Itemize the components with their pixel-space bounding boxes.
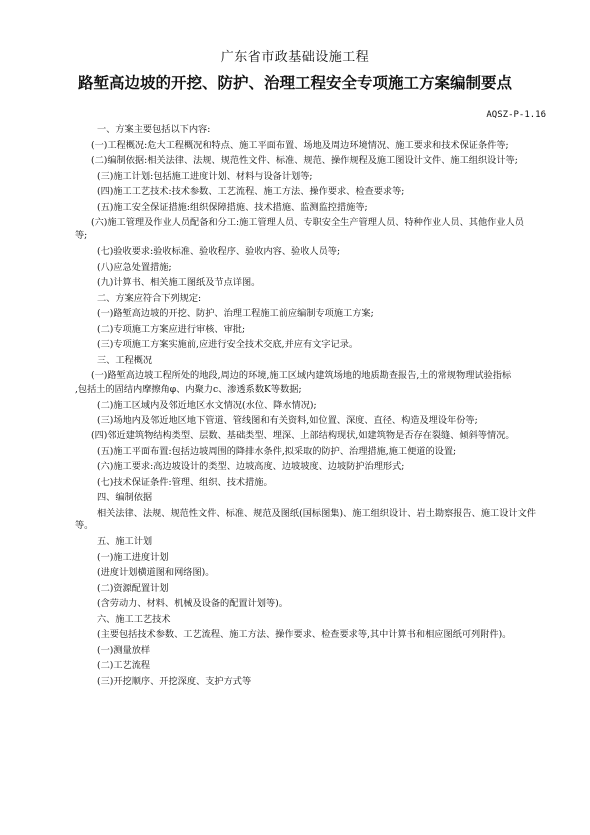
text-line: 一、方案主要包括以下内容: bbox=[97, 124, 211, 135]
text-line: ,包括土的固结内摩擦角φ、内聚力c、渗透系数K等数据; bbox=[75, 384, 302, 395]
text-line: (七)验收要求:验收标准、验收程序、验收内容、验收人员等; bbox=[97, 246, 341, 257]
text-line: (四)邻近建筑物结构类型、层数、基础类型、埋深、上部结构现状,如建筑物是否存在裂缝、倾斜等情况。 bbox=[91, 430, 515, 441]
text-line: (一)路堑高边坡的开挖、防护、治理工程施工前应编制专项施工方案; bbox=[97, 308, 374, 319]
text-line: (三)开挖顺序、开挖深度、支护方式等 bbox=[97, 676, 252, 687]
text-line: (六)施工管理及作业人员配备和分工:施工管理人员、专职安全生产管理人员、特种作业人员、其他作业人员 bbox=[91, 217, 524, 228]
text-line: 五、施工计划 bbox=[97, 536, 153, 547]
text-line: (三)施工计划:包括施工进度计划、材料与设备计划等; bbox=[97, 171, 313, 182]
text-line: 等。 bbox=[75, 520, 94, 531]
text-line: 三、工程概况 bbox=[97, 355, 153, 366]
document-title: 路堑高边坡的开挖、防护、治理工程安全专项施工方案编制要点 bbox=[77, 74, 512, 92]
text-line: (八)应急处置措施; bbox=[97, 262, 172, 273]
text-line: (二)编制依据:相关法律、法规、规范性文件、标准、规范、操作规程及施工图设计文件、施工组织设计等; bbox=[91, 155, 518, 166]
text-line: (二)工艺流程 bbox=[97, 660, 151, 671]
text-line: (一)工程概况:危大工程概况和特点、施工平面布置、场地及周边环境情况、施工要求和技术保证条件等; bbox=[91, 140, 509, 151]
text-line: (进度计划横道图和网络图)。 bbox=[97, 567, 215, 578]
text-line: 等; bbox=[75, 230, 88, 241]
text-line: 相关法律、法规、规范性文件、标准、规范及图纸(国标图集)、施工组织设计、岩土勘察报告、施工设计文件 bbox=[97, 508, 536, 519]
text-line: (五)施工平面布置:包括边坡周围的降排水条件,拟采取的防护、治理措施,施工便道的设置; bbox=[97, 446, 457, 457]
text-line: (一)测量放样 bbox=[97, 645, 151, 656]
text-line: (一)路堑高边坡工程所处的地段,周边的环境,施工区域内建筑场地的地质勘查报告,土的常规物理试验指标 bbox=[91, 370, 512, 381]
text-line: 二、方案应符合下列规定: bbox=[97, 293, 202, 304]
organization-header: 广东省市政基础设施工程 bbox=[220, 50, 370, 65]
text-line: (四)施工工艺技术:技术参数、工艺流程、施工方法、操作要求、检查要求等; bbox=[97, 186, 405, 197]
text-line: 四、编制依据 bbox=[97, 492, 153, 503]
text-line: (六)施工要求:高边坡设计的类型、边坡高度、边坡坡度、边坡防护治理形式; bbox=[97, 461, 405, 472]
text-line: (含劳动力、材料、机械及设备的配置计划等)。 bbox=[97, 598, 288, 609]
text-line: (五)施工安全保证措施:组织保障措施、技术措施、监测监控措施等; bbox=[97, 202, 368, 213]
text-line: (主要包括技术参数、工艺流程、施工方法、操作要求、检查要求等,其中计算书和相应图纸可列附件)。 bbox=[97, 629, 512, 640]
text-line: (二)施工区域内及邻近地区水文情况(水位、降水情况); bbox=[97, 400, 317, 411]
document-code: AQSZ-P-1.16 bbox=[486, 110, 546, 120]
text-line: (二)资源配置计划 bbox=[97, 583, 169, 594]
text-line: 六、施工工艺技术 bbox=[97, 614, 171, 625]
text-line: (一)施工进度计划 bbox=[97, 552, 169, 563]
text-line: (九)计算书、相关施工图纸及节点详图。 bbox=[97, 277, 261, 288]
text-line: (三)专项施工方案实施前,应进行安全技术交底,并应有文字记录。 bbox=[97, 339, 359, 350]
text-line: (二)专项施工方案应进行审核、审批; bbox=[97, 324, 246, 335]
text-line: (三)场地内及邻近地区地下管道、管线图和有关资料,如位置、深度、直径、构造及埋设年份等; bbox=[97, 415, 478, 426]
text-line: (七)技术保证条件:管理、组织、技术措施。 bbox=[97, 477, 273, 488]
